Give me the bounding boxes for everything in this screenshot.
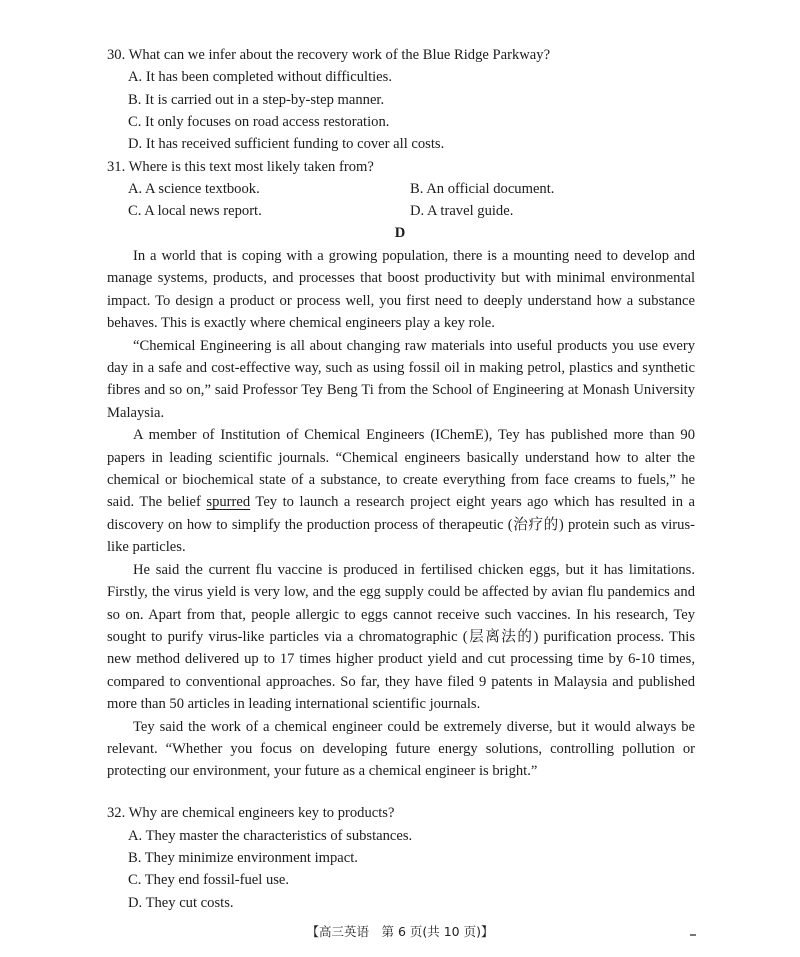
question-31-option-b: B. An official document. — [410, 181, 555, 197]
underlined-word: spurred — [206, 494, 251, 511]
question-32-option-b: B. They minimize environment impact. — [128, 850, 358, 866]
page-footer: 【高三英语 第 6 页(共 10 页)】 — [306, 924, 494, 939]
passage — [107, 245, 695, 783]
passage-paragraph-3 — [107, 424, 695, 558]
question-30-option-d: D. It has received sufficient funding to cover all costs. — [128, 136, 445, 152]
paragraph-3-text-before: A member of Institution of Chemical Engineers (IChemE), Tey has published more than 90 papers in leading scientific journals. “Chemical engineers basically understand how to alter the chemical or biochemical state of a substance, to create everything from face creams to fuels,” he said. The belief — [107, 427, 695, 511]
section-label: D — [394, 225, 406, 241]
scan-mark — [690, 934, 696, 936]
question-30-stem: 30. What can we infer about the recovery work of the Blue Ridge Parkway? — [107, 47, 551, 63]
passage-paragraph-2: “Chemical Engineering is all about changing raw materials into useful products you use every day in a safe and cost-effective way, such as using fossil oil in making petrol, plastics and synthetic fibres and so on,” said Professor Tey Beng Ti from the School of Engineering at Monash University Malaysia. — [107, 337, 695, 421]
question-30-option-b: B. It is carried out in a step-by-step manner. — [128, 92, 385, 108]
question-31-option-a: A. A science textbook. — [128, 181, 260, 197]
passage-paragraph-1: In a world that is coping with a growing population, there is a mounting need to develop and manage systems, products, and processes that boost productivity but with minimal environmental impact. To design a product or process well, you first need to deeply understand how a substance behaves. This is exactly where chemical engineers play a key role. — [107, 248, 695, 332]
question-32-option-c: C. They end fossil-fuel use. — [128, 872, 290, 888]
question-32-option-d: D. They cut costs. — [128, 895, 234, 911]
question-31-option-c: C. A local news report. — [128, 203, 262, 219]
paragraph-3-text-after: Tey to launch a research project eight years ago which has resulted in a discovery on how to simplify the production process of therapeutic (治疗的) protein such as virus-like particles. — [107, 494, 695, 556]
passage-paragraph-4: He said the current flu vaccine is produced in fertilised chicken eggs, but it has limitations. Firstly, the virus yield is very low, and the egg supply could be affected by avian flu pandemics and so on. Apart from that, people allergic to eggs cannot receive such vaccines. In his research, Tey sought to purify virus-like particles via a chromatographic (层离法的) purification process. This new method delivered up to 17 times higher product yield and cut processing time by 6-10 times, compared to conventional approaches. So far, they have filed 9 patents in Malaysia and published more than 50 articles in leading international scientific journals. — [107, 561, 695, 713]
question-31-option-d: D. A travel guide. — [410, 203, 514, 219]
question-30-option-c: C. It only focuses on road access restoration. — [128, 114, 390, 130]
question-32-stem: 32. Why are chemical engineers key to products? — [107, 805, 395, 821]
passage-paragraph-5: Tey said the work of a chemical engineer could be extremely diverse, but it would always be relevant. “Whether you focus on developing future energy solutions, controlling pollution or protecting our environment, your future as a chemical engineer is bright.” — [107, 718, 695, 780]
question-32-option-a: A. They master the characteristics of substances. — [128, 828, 413, 844]
question-30-option-a: A. It has been completed without difficulties. — [128, 69, 392, 85]
question-31-stem: 31. Where is this text most likely taken from? — [107, 159, 374, 175]
